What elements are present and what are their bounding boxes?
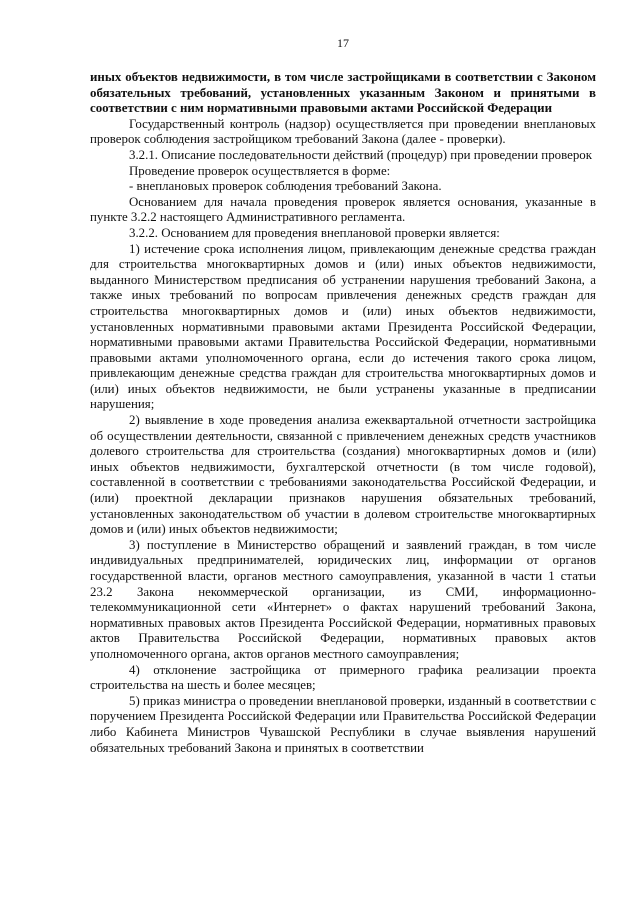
list-item-1: 1) истечение срока исполнения лицом, привлекающим денежные средства граждан для строительства многоквартирных домов и (или) иных объектов недвижимости, выданного Министерством предписания об устранении нарушения требований Закона, а также иных требований по вопросам привлечения денежных средств граждан для строительства многоквартирных домов и (или) иных объектов недвижимости, установленных нормативными правовыми актами Президента Российской Федерации, нормативными правовыми актами Правительства Российской Федерации, нормативными правовыми актами уполномоченного органа, если до истечения такого срока лицом, привлекающим денежные средства граждан для строительства многоквартирных домов и (или) иных объектов недвижимости, не были устранены указанные в предписании нарушения; [90, 241, 596, 412]
document-page [90, 36, 596, 756]
paragraph-3-2-2-heading: 3.2.2. Основанием для проведения внеплановой проверки является: [129, 225, 500, 240]
list-item-5: 5) приказ министра о проведении внеплановой проверки, изданный в соответствии с поручением Президента Российской Федерации или Правительства Российской Федерации либо Кабинета Министров Чувашской Республики в случае выявления нарушений обязательных требований Закона и принятых в соответствии [90, 693, 596, 755]
paragraph-unscheduled-inspections: - внеплановых проверок соблюдения требований Закона. [129, 179, 442, 194]
paragraph-3-2-1-heading: 3.2.1. Описание последовательности действий (процедур) при проведении проверок [129, 147, 592, 162]
section-heading-continued: иных объектов недвижимости, в том числе застройщиками в соответствии с Законом обязательных требований, установленных указанным Законом и принятыми в соответствии с ним нормативными правовыми актами Российской Федерации [90, 70, 596, 116]
list-item-2: 2) выявление в ходе проведения анализа ежеквартальной отчетности застройщика об осуществлении деятельности, связанной с привлечением денежных средств участников долевого строительства для строительства (создания) многоквартирных домов и (или) иных объектов недвижимости, бухгалтерской отчетности (в том числе годовой), составленной в соответствии с требованиями законодательства Российской Федерации, и (или) проектной декларации признаков нарушения обязательных требований, установленных законодательством об участии в долевом строительстве многоквартирных домов и (или) иных объектов недвижимости; [90, 413, 596, 537]
list-item-3: 3) поступление в Министерство обращений и заявлений граждан, в том числе индивидуальных предпринимателей, юридических лиц, информации от органов государственной власти, органов местного самоуправления, указанной в части 1 статьи 23.2 Закона некоммерческой организации, из СМИ, информационно-телекоммуникационной сети «Интернет» о фактах нарушений требований Закона, нормативных правовых актов Президента Российской Федерации, нормативных правовых актов Правительства Российской Федерации, нормативных правовых актов уполномоченного органа, актов органов местного самоуправления; [90, 537, 596, 661]
list-item-4: 4) отклонение застройщика от примерного графика реализации проекта строительства на шесть и более месяцев; [90, 662, 596, 693]
paragraph-inspection-form: Проведение проверок осуществляется в форме: [129, 163, 391, 178]
paragraph-grounds-reference: Основанием для начала проведения проверок является основания, указанные в пункте 3.2.2 настоящего Административного регламента. [90, 194, 596, 225]
page-number: 17 [337, 36, 349, 50]
paragraph-state-control: Государственный контроль (надзор) осуществляется при проведении внеплановых проверок соблюдения застройщиком требований Закона (далее - проверки). [90, 116, 596, 147]
document-body [90, 70, 596, 756]
